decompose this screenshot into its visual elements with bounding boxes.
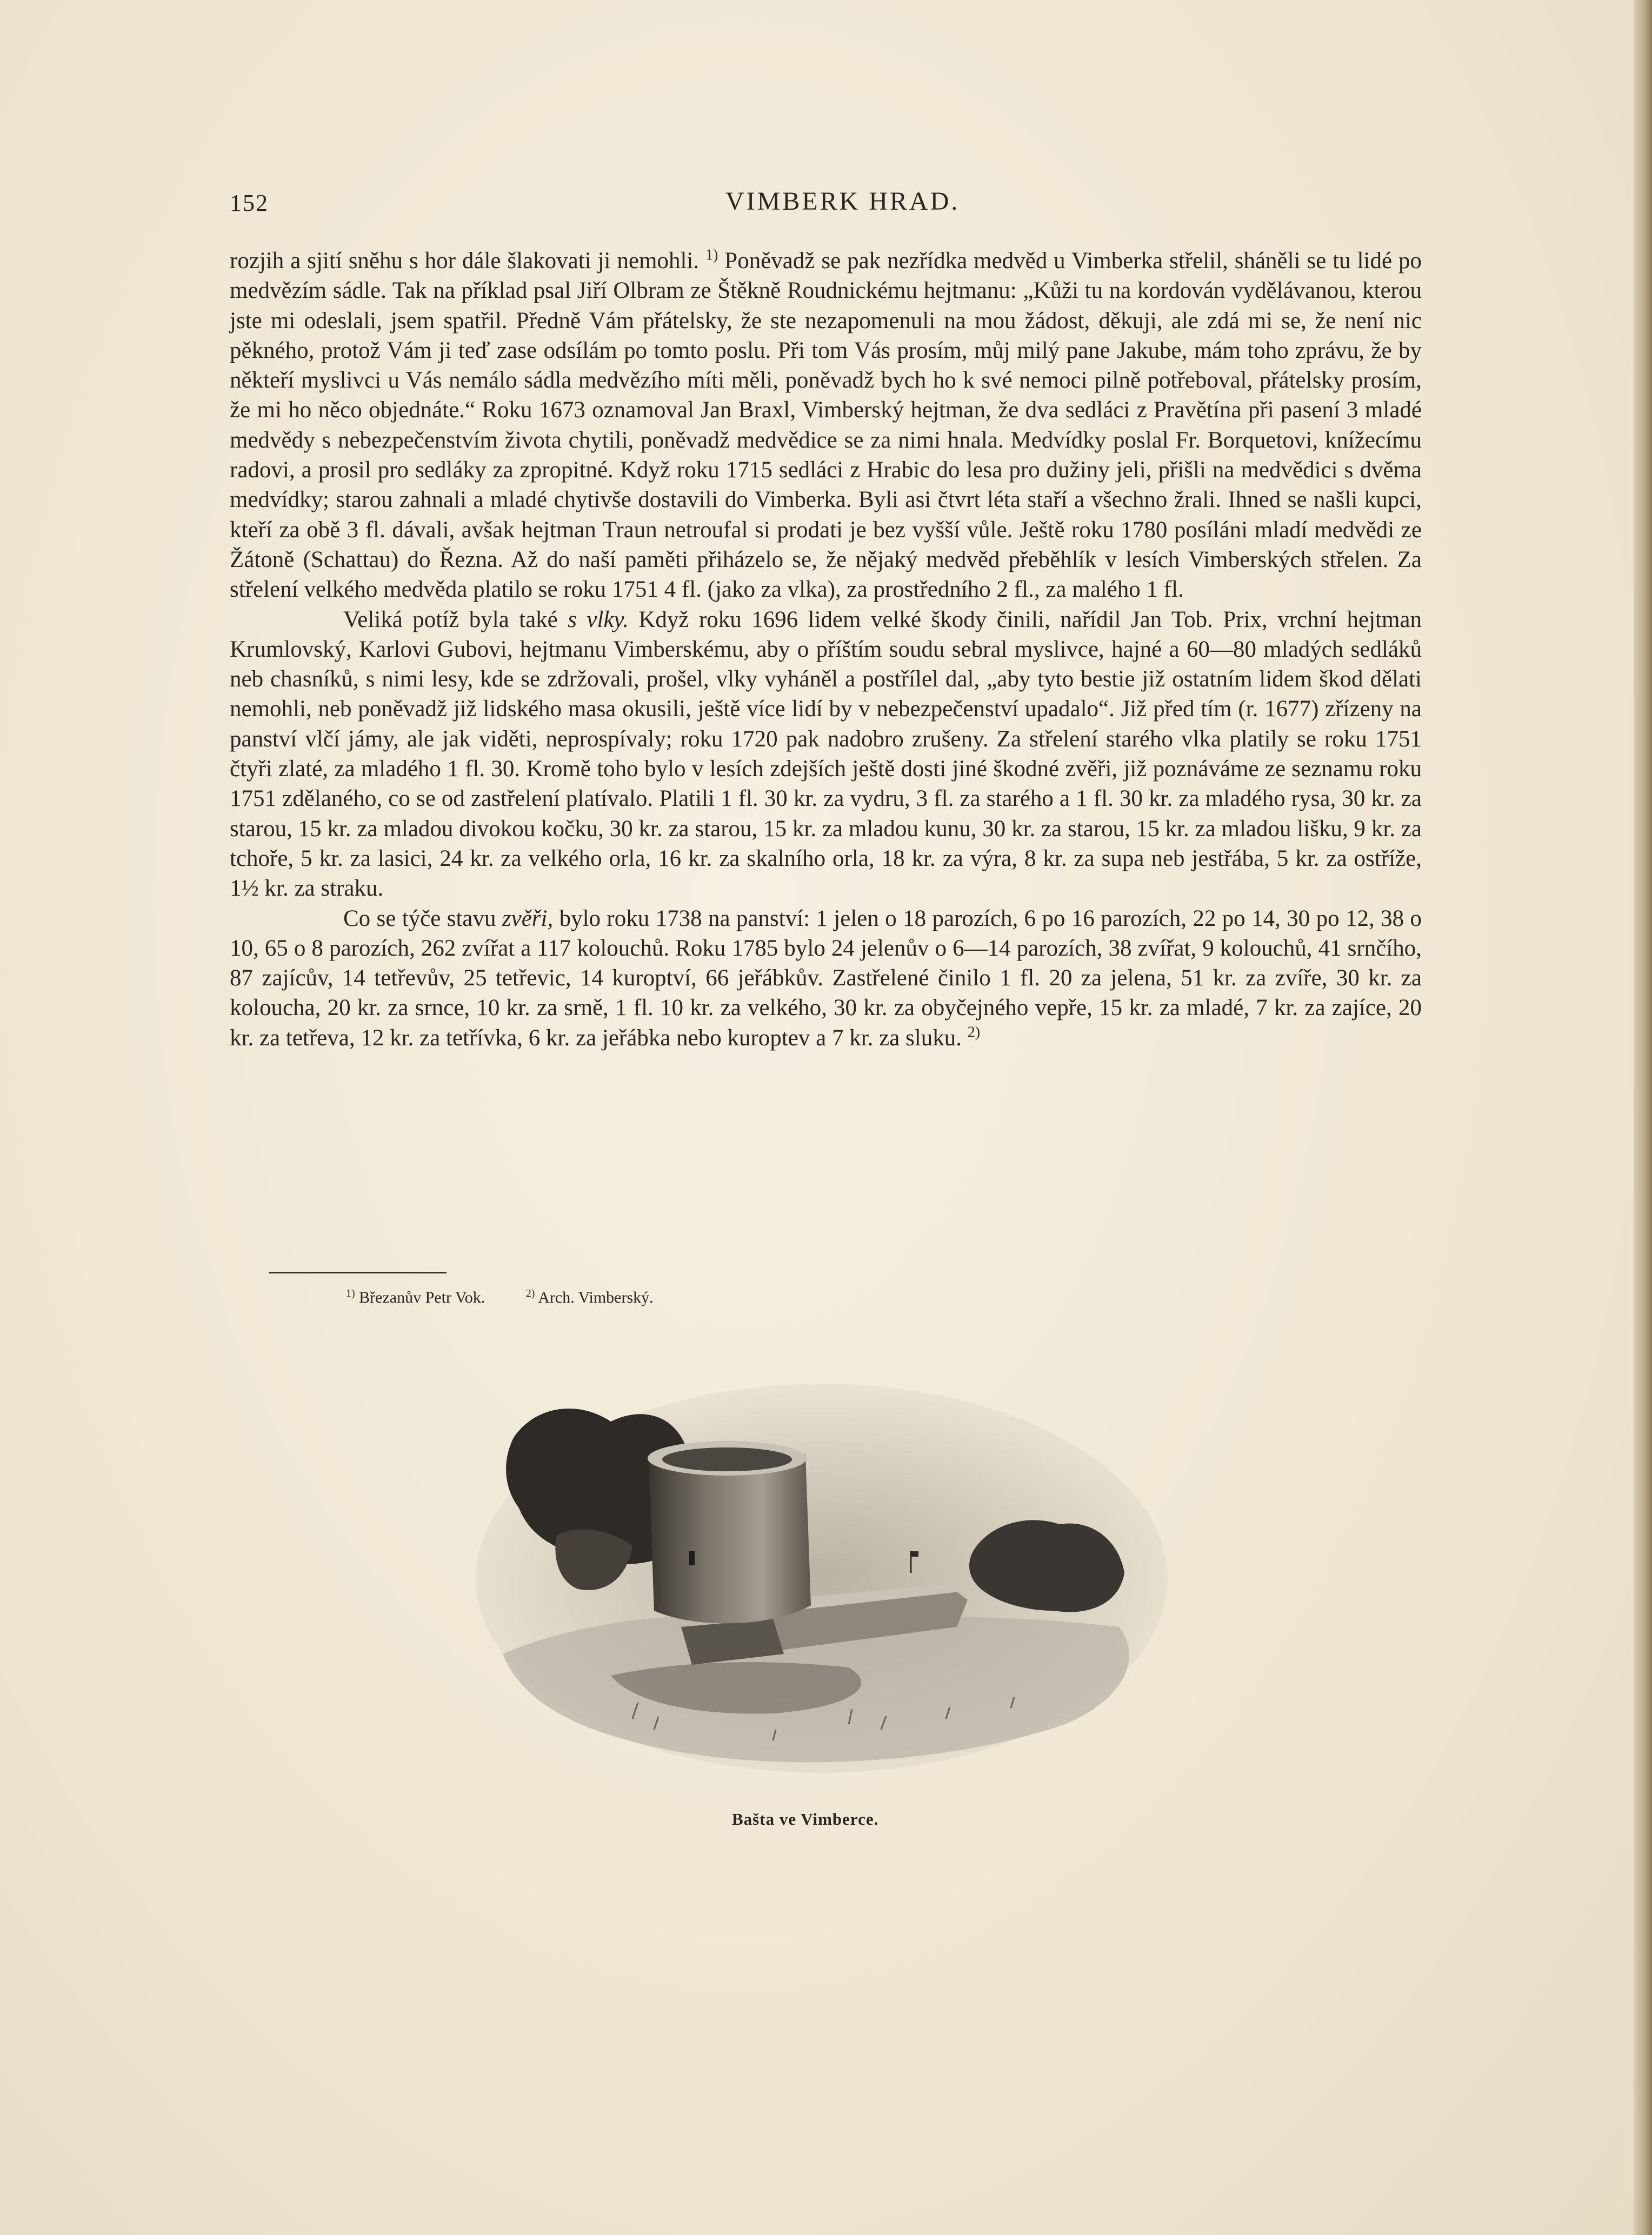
- bastion-illustration: [470, 1373, 1173, 1784]
- flag: [911, 1551, 918, 1557]
- footnote-1: $^{1)}$ Březanův Petr Vok.: [346, 1287, 485, 1306]
- tower-window: [689, 1551, 695, 1565]
- paragraph-bears: rozjih a sjití sněhu s hor dále šlakovati ji nemohli. $^{1)}$ Poněvadž se pak nezřídka medvěd u Vimberka střelil, sháněli se tu lidé po medvězím sádle. Tak na příklad psal Jiří Olbram ze Štěkně Roudnickému hejtmanu: „Kůži tu na kordován vydělávanou, kterou jste mi odeslali, jsem spatřil. Předně Vám přátelsky, že ste nezapomenuli na mou žádost, děkuji, ale zdá mi se, že není nic pěkného, protož Vám ji teď zase odsílám po tomto poslu. Při tom Vás prosím, můj milý pane Jakube, mám toho zprávu, že by někteří myslivci u Vás nemálo sádla medvězího míti měli, poněvadž bych ho k své nemoci pilně potřeboval, přátelsky prosím, že mi ho něco objednáte.“ Roku 1673 oznamoval Jan Braxl, Vimberský hejtman, že dva sedláci z Pravětína při pasení 3 mladé medvědy s nebezpečenstvím života chytili, poněvadž medvědice se za nimi hnala. Medvídky poslal Fr. Borquetovi, knížecímu radovi, a prosil pro sedláky za zpropitné. Když roku 1715 sedláci z Hrabic do lesa pro dužiny jeli, přišli na medvědici s dvěma medvídky; starou zahnali a mladé chytivše dostavili do Vimberka. Byli asi čtvrt léta staří a všechno žrali. Ihned se našli kupci, kteří za obě 3 fl. dávali, avšak hejtman Traun netroufal si prodati je bez vyšší vůle. Ještě roku 1780 posíláni mladí medvědi ze Žátoně (Schattau) do Řezna. Až do naší paměti přiházelo se, že nějaký medvěd přeběhlík v lesích Vimberských střelen. Za střelení velkého medvěda platilo se roku 1751 4 fl. (jako za vlka), za prostředního 2 fl., za malého 1 fl.: [230, 246, 1422, 603]
- paragraph-wolves: Veliká potíž byla také s vlky. Když roku 1696 lidem velké škody činili, nařídil Jan Tob. Prix, vrchní hejtman Krumlovský, Karlovi Gubovi, hejtmanu Vimberskému, aby o příštím soudu sebral myslivce, hajné a 60—80 mladých sedláků neb chasníků, s nimi lesy, kde se zdržovali, prošel, vlky vyháněl a postřílel dal, „aby tyto bestie již ostatním lidem škod dělati nemohli, neb poněvadž již lidského masa okusili, ještě více lidí by v nebezpečenství upadalo“. Již před tím (r. 1677) zřízeny na panství vlčí jámy, ale jak viděti, neprospívaly; roku 1720 pak nadobro zrušeny. Za střelení starého vlka platily se roku 1751 čtyři zlaté, za mladého 1 fl. 30. Kromě toho bylo v lesích zdejších ještě dosti jiné škodné zvěři, již poznáváme ze seznamu roku 1751 zdělaného, co se od zastřelení platívalo. Platili 1 fl. 30 kr. za vydru, 3 fl. za starého a 1 fl. 30 kr. za mladého rysa, 30 kr. za starou, 15 kr. za mladou divokou kočku, 30 kr. za starou, 15 kr. za mladou kunu, 30 kr. za starou, 15 kr. za mladou lišku, 9 kr. za tchoře, 5 kr. za lasici, 24 kr. za velkého orla, 16 kr. za skalního orla, 18 kr. za výra, 8 kr. za supa neb jestřába, 5 kr. za ostříže, 1½ kr. za straku.: [230, 606, 1422, 902]
- tower: [649, 1454, 811, 1623]
- footnotes: [346, 1287, 690, 1307]
- footnote-ref-2: 2): [967, 1024, 981, 1041]
- footnote-2: $^{2)}$ Arch. Vimberský.: [525, 1287, 654, 1306]
- tower-top-inner: [662, 1447, 792, 1471]
- binding-edge: [1634, 0, 1652, 2235]
- running-title: VIMBERK HRAD.: [725, 187, 960, 216]
- figure-caption: Bašta ve Vimberce.: [732, 1810, 879, 1829]
- page-number: 152: [230, 190, 269, 216]
- footnote-ref-1: 1): [705, 246, 718, 264]
- paragraph-game: Co se týče stavu zvěři, bylo roku 1738 na panství: 1 jelen o 18 parozích, 6 po 16 parozích, 22 po 14, 30 po 12, 38 o 10, 65 o 8 parozích, 262 zvířat a 117 kolouchů. Roku 1785 bylo 24 jelenův o 6—14 parozích, 38 zvířat, 9 kolouchů, 41 srnčího, 87 zajícův, 14 tetřevův, 25 tetřevic, 14 kuroptví, 66 jeřábkův. Zastřelené činilo 1 fl. 20 za jelena, 51 kr. za zvíře, 30 kr. za koloucha, 20 kr. za srnce, 10 kr. za srně, 1 fl. 10 kr. za velkého, 30 kr. za obyčejného vepře, 15 kr. za mladé, 7 kr. za zajíce, 20 kr. za tetřeva, 12 kr. za tetřívka, 6 kr. za jeřábka nebo kuroptev a 7 kr. za sluku. $^{2)}$: [230, 905, 1422, 1051]
- footnote-divider: [269, 1272, 447, 1273]
- body-text: [230, 246, 1422, 1053]
